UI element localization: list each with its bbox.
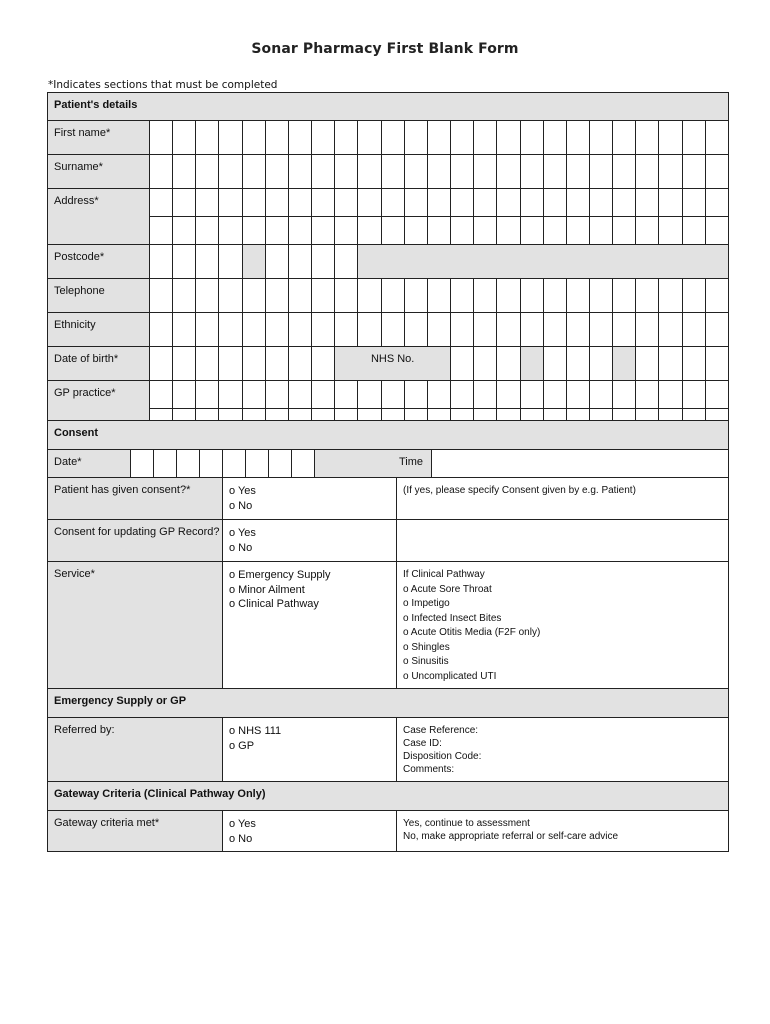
telephone-box[interactable] (404, 279, 427, 313)
address-box[interactable] (659, 217, 682, 245)
first-name-box[interactable] (451, 121, 474, 155)
address-box[interactable] (265, 189, 288, 217)
surname-box[interactable] (358, 155, 381, 189)
ethnicity-box[interactable] (381, 313, 404, 347)
ethnicity-box[interactable] (543, 313, 566, 347)
gateway-label: Gateway criteria met* (48, 811, 223, 852)
gp-practice-box[interactable] (659, 381, 682, 409)
address-box[interactable] (474, 189, 497, 217)
row-gp-record (48, 520, 729, 562)
date-label: Date* (48, 450, 131, 478)
dob-box[interactable] (219, 347, 242, 381)
first-name-box[interactable] (474, 121, 497, 155)
row-first-name (48, 121, 729, 155)
ethnicity-box[interactable] (335, 313, 358, 347)
address-box[interactable] (265, 217, 288, 245)
gp-practice-box[interactable] (520, 381, 543, 409)
address-box[interactable] (682, 189, 705, 217)
date-box[interactable] (223, 450, 246, 478)
gp-practice-box[interactable] (589, 381, 612, 409)
address-box[interactable] (497, 189, 520, 217)
telephone-box[interactable] (173, 279, 196, 313)
telephone-box[interactable] (242, 279, 265, 313)
postcode-box[interactable] (312, 245, 335, 279)
surname-box[interactable] (173, 155, 196, 189)
address-box[interactable] (682, 217, 705, 245)
address-box[interactable] (335, 217, 358, 245)
address-box[interactable] (219, 189, 242, 217)
referred-by-options (223, 718, 397, 782)
gp-record-options (223, 520, 397, 562)
surname-box[interactable] (497, 155, 520, 189)
ethnicity-box[interactable] (474, 313, 497, 347)
ethnicity-box[interactable] (427, 313, 450, 347)
pathway-options (397, 562, 729, 689)
row-date-time (48, 450, 729, 478)
telephone-box[interactable] (659, 279, 682, 313)
postcode-box[interactable] (265, 245, 288, 279)
telephone-box[interactable] (589, 279, 612, 313)
consent-given-label: Patient has given consent?* (48, 478, 223, 520)
dob-box[interactable] (242, 347, 265, 381)
telephone-label: Telephone (48, 279, 150, 313)
address-box[interactable] (659, 189, 682, 217)
address-box[interactable] (288, 217, 311, 245)
ethnicity-box[interactable] (613, 313, 636, 347)
first-name-box[interactable] (265, 121, 288, 155)
gp-practice-box[interactable] (312, 381, 335, 409)
first-name-box[interactable] (312, 121, 335, 155)
first-name-box[interactable] (150, 121, 173, 155)
nhs-box[interactable] (451, 347, 474, 381)
address-box[interactable] (358, 217, 381, 245)
gp-practice-box[interactable] (427, 381, 450, 409)
ethnicity-label: Ethnicity (48, 313, 150, 347)
address-box[interactable] (404, 217, 427, 245)
first-name-box[interactable] (520, 121, 543, 155)
date-box[interactable] (246, 450, 269, 478)
address-box[interactable] (404, 189, 427, 217)
gp-record-no-option[interactable]: o No (229, 541, 253, 554)
gp-practice-box[interactable] (196, 381, 219, 409)
row-address-1 (48, 189, 729, 217)
pathway-option[interactable]: o Impetigo (403, 598, 450, 609)
case-fields (397, 718, 729, 782)
row-surname (48, 155, 729, 189)
gp-practice-box[interactable] (150, 381, 173, 409)
ethnicity-box[interactable] (451, 313, 474, 347)
ethnicity-box[interactable] (520, 313, 543, 347)
gp-practice-box[interactable] (288, 381, 311, 409)
dob-box[interactable] (150, 347, 173, 381)
gp-practice-box[interactable] (474, 381, 497, 409)
address-box[interactable] (474, 217, 497, 245)
surname-box[interactable] (196, 155, 219, 189)
date-box[interactable] (269, 450, 292, 478)
address-box[interactable] (173, 217, 196, 245)
date-box[interactable] (154, 450, 177, 478)
gateway-header: Gateway Criteria (Clinical Pathway Only) (48, 782, 729, 811)
postcode-box[interactable] (288, 245, 311, 279)
gp-practice-box[interactable] (265, 381, 288, 409)
telephone-box[interactable] (358, 279, 381, 313)
nhs-box[interactable] (474, 347, 497, 381)
dob-box[interactable] (312, 347, 335, 381)
address-box[interactable] (312, 189, 335, 217)
service-emergency-option[interactable]: o Emergency Supply (229, 569, 331, 581)
surname-box[interactable] (335, 155, 358, 189)
dob-box[interactable] (288, 347, 311, 381)
gp-practice-box[interactable] (543, 381, 566, 409)
address-box[interactable] (242, 217, 265, 245)
telephone-box[interactable] (335, 279, 358, 313)
nhs-box[interactable] (636, 347, 659, 381)
consent-yes-option[interactable]: o Yes (229, 485, 256, 497)
patient-details-table (47, 92, 729, 437)
gp-practice-box[interactable] (335, 381, 358, 409)
ethnicity-box[interactable] (682, 313, 705, 347)
address-box[interactable] (381, 217, 404, 245)
gateway-outcomes (397, 811, 729, 852)
telephone-box[interactable] (196, 279, 219, 313)
disposition-code-field[interactable]: Disposition Code: (403, 751, 482, 762)
gp-practice-box[interactable] (219, 381, 242, 409)
ethnicity-box[interactable] (288, 313, 311, 347)
postcode-box[interactable] (335, 245, 358, 279)
nhs-box[interactable] (566, 347, 589, 381)
first-name-box[interactable] (589, 121, 612, 155)
nhs-box[interactable] (659, 347, 682, 381)
gp-record-notes[interactable] (397, 520, 729, 562)
service-options (223, 562, 397, 689)
row-address-2 (48, 217, 729, 245)
telephone-box[interactable] (265, 279, 288, 313)
telephone-box[interactable] (705, 279, 728, 313)
address-box[interactable] (335, 189, 358, 217)
address-box[interactable] (196, 217, 219, 245)
gp-practice-box[interactable] (404, 381, 427, 409)
telephone-box[interactable] (474, 279, 497, 313)
nhs-box[interactable] (497, 347, 520, 381)
postcode-box[interactable] (219, 245, 242, 279)
first-name-box[interactable] (497, 121, 520, 155)
surname-box[interactable] (265, 155, 288, 189)
service-label: Service* (48, 562, 223, 689)
gateway-no-option[interactable]: o No (229, 832, 253, 845)
first-name-box[interactable] (682, 121, 705, 155)
case-id-field[interactable]: Case ID: (403, 738, 442, 749)
telephone-box[interactable] (497, 279, 520, 313)
service-pathway-option[interactable]: o Clinical Pathway (229, 598, 319, 610)
first-name-label: First name* (48, 121, 150, 155)
address-box[interactable] (613, 217, 636, 245)
gp-practice-box[interactable] (613, 381, 636, 409)
date-box[interactable] (292, 450, 315, 478)
gp-practice-box[interactable] (682, 381, 705, 409)
nhs-box[interactable] (589, 347, 612, 381)
referred-by-label: Referred by: (48, 718, 223, 782)
address-box[interactable] (636, 217, 659, 245)
time-input[interactable] (432, 450, 729, 478)
address-box[interactable] (543, 217, 566, 245)
dob-box[interactable] (265, 347, 288, 381)
first-name-box[interactable] (288, 121, 311, 155)
ethnicity-box[interactable] (219, 313, 242, 347)
first-name-box[interactable] (613, 121, 636, 155)
telephone-box[interactable] (427, 279, 450, 313)
surname-box[interactable] (520, 155, 543, 189)
case-reference-field[interactable]: Case Reference: (403, 725, 479, 736)
telephone-box[interactable] (381, 279, 404, 313)
surname-box[interactable] (589, 155, 612, 189)
pathway-option[interactable]: o Sinusitis (403, 656, 449, 667)
address-box[interactable] (451, 189, 474, 217)
telephone-box[interactable] (451, 279, 474, 313)
address-box[interactable] (636, 189, 659, 217)
ethnicity-box[interactable] (358, 313, 381, 347)
first-name-box[interactable] (404, 121, 427, 155)
postcode-separator (242, 245, 265, 279)
pathway-title: If Clinical Pathway (403, 569, 485, 580)
service-minor-option[interactable]: o Minor Ailment (229, 583, 305, 596)
ethnicity-box[interactable] (312, 313, 335, 347)
ethnicity-box[interactable] (242, 313, 265, 347)
pathway-option[interactable]: o Uncomplicated UTI (403, 670, 497, 682)
first-name-box[interactable] (381, 121, 404, 155)
patient-details-header: Patient's details (48, 93, 729, 121)
gateway-outcome-yes: Yes, continue to assessment (403, 818, 530, 829)
gp-practice-box[interactable] (497, 381, 520, 409)
comments-field[interactable]: Comments: (403, 764, 455, 775)
dob-label: Date of birth* (48, 347, 150, 381)
address-box[interactable] (150, 217, 173, 245)
surname-box[interactable] (566, 155, 589, 189)
gateway-yes-option[interactable]: o Yes (229, 818, 256, 830)
gp-practice-box[interactable] (242, 381, 265, 409)
ethnicity-box[interactable] (404, 313, 427, 347)
postcode-box[interactable] (173, 245, 196, 279)
surname-box[interactable] (312, 155, 335, 189)
first-name-box[interactable] (543, 121, 566, 155)
first-name-box[interactable] (358, 121, 381, 155)
first-name-box[interactable] (659, 121, 682, 155)
dob-box[interactable] (173, 347, 196, 381)
ethnicity-box[interactable] (659, 313, 682, 347)
surname-box[interactable] (705, 155, 728, 189)
emergency-header: Emergency Supply or GP (48, 689, 729, 718)
gp-practice-box[interactable] (451, 381, 474, 409)
address-box[interactable] (566, 189, 589, 217)
row-service (48, 562, 729, 689)
telephone-box[interactable] (613, 279, 636, 313)
consent-no-option[interactable]: o No (229, 499, 253, 512)
row-telephone (48, 279, 729, 313)
surname-box[interactable] (150, 155, 173, 189)
surname-box[interactable] (404, 155, 427, 189)
gp-practice-box[interactable] (636, 381, 659, 409)
telephone-box[interactable] (543, 279, 566, 313)
gateway-options (223, 811, 397, 852)
nhs-box[interactable] (682, 347, 705, 381)
pathway-option[interactable]: o Shingles (403, 641, 450, 653)
gp-record-yes-option[interactable]: o Yes (229, 527, 256, 539)
row-gateway (48, 811, 729, 852)
address-box[interactable] (219, 217, 242, 245)
nhs-separator (520, 347, 543, 381)
row-postcode (48, 245, 729, 279)
telephone-box[interactable] (150, 279, 173, 313)
first-name-box[interactable] (636, 121, 659, 155)
gp-practice-box[interactable] (173, 381, 196, 409)
surname-box[interactable] (242, 155, 265, 189)
ethnicity-box[interactable] (566, 313, 589, 347)
address-box[interactable] (613, 189, 636, 217)
address-box[interactable] (543, 189, 566, 217)
first-name-box[interactable] (427, 121, 450, 155)
postcode-box[interactable] (196, 245, 219, 279)
address-box[interactable] (497, 217, 520, 245)
ethnicity-box[interactable] (636, 313, 659, 347)
date-box[interactable] (177, 450, 200, 478)
nhs-separator (613, 347, 636, 381)
required-note: *Indicates sections that must be completed (48, 79, 278, 91)
surname-box[interactable] (451, 155, 474, 189)
surname-box[interactable] (543, 155, 566, 189)
gp-record-label: Consent for updating GP Record? (48, 520, 223, 562)
date-box[interactable] (131, 450, 154, 478)
first-name-box[interactable] (219, 121, 242, 155)
ethnicity-box[interactable] (497, 313, 520, 347)
address-box[interactable] (451, 217, 474, 245)
address-box[interactable] (427, 217, 450, 245)
dob-box[interactable] (196, 347, 219, 381)
surname-box[interactable] (288, 155, 311, 189)
row-consent-given (48, 478, 729, 520)
gp-practice-label: GP practice* (48, 381, 150, 437)
telephone-box[interactable] (520, 279, 543, 313)
address-box[interactable] (312, 217, 335, 245)
first-name-box[interactable] (242, 121, 265, 155)
ethnicity-box[interactable] (265, 313, 288, 347)
surname-box[interactable] (682, 155, 705, 189)
address-box[interactable] (520, 189, 543, 217)
gp-practice-box[interactable] (566, 381, 589, 409)
nhs-no-label: NHS No. (335, 347, 451, 381)
gp-practice-box[interactable] (358, 381, 381, 409)
first-name-box[interactable] (196, 121, 219, 155)
surname-box[interactable] (613, 155, 636, 189)
gateway-outcome-no: No, make appropriate referral or self-care advice (403, 831, 619, 842)
address-box[interactable] (358, 189, 381, 217)
consent-table (47, 420, 729, 852)
nhs-box[interactable] (705, 347, 728, 381)
postcode-label: Postcode* (48, 245, 150, 279)
surname-box[interactable] (381, 155, 404, 189)
address-box[interactable] (705, 189, 728, 217)
address-box[interactable] (589, 217, 612, 245)
consent-given-note: (If yes, please specify Consent given by e.g. Patient) (397, 478, 729, 520)
row-referred-by (48, 718, 729, 782)
surname-box[interactable] (219, 155, 242, 189)
ethnicity-box[interactable] (150, 313, 173, 347)
ethnicity-box[interactable] (196, 313, 219, 347)
form-title: Sonar Pharmacy First Blank Form (251, 41, 519, 57)
first-name-box[interactable] (335, 121, 358, 155)
consent-given-options (223, 478, 397, 520)
telephone-box[interactable] (636, 279, 659, 313)
address-box[interactable] (705, 217, 728, 245)
first-name-box[interactable] (173, 121, 196, 155)
address-box[interactable] (242, 189, 265, 217)
address-box[interactable] (589, 189, 612, 217)
surname-box[interactable] (474, 155, 497, 189)
pathway-option[interactable]: o Infected Insect Bites (403, 612, 502, 624)
telephone-box[interactable] (219, 279, 242, 313)
first-name-box[interactable] (566, 121, 589, 155)
row-dob-nhs (48, 347, 729, 381)
address-box[interactable] (196, 189, 219, 217)
ethnicity-box[interactable] (705, 313, 728, 347)
telephone-box[interactable] (682, 279, 705, 313)
address-box[interactable] (427, 189, 450, 217)
address-box[interactable] (520, 217, 543, 245)
consent-header: Consent (48, 421, 729, 450)
address-box[interactable] (288, 189, 311, 217)
surname-box[interactable] (659, 155, 682, 189)
telephone-box[interactable] (312, 279, 335, 313)
surname-box[interactable] (427, 155, 450, 189)
surname-label: Surname* (48, 155, 150, 189)
address-box[interactable] (173, 189, 196, 217)
address-box[interactable] (566, 217, 589, 245)
nhs-box[interactable] (543, 347, 566, 381)
address-box[interactable] (150, 189, 173, 217)
telephone-box[interactable] (288, 279, 311, 313)
address-box[interactable] (381, 189, 404, 217)
row-gp-practice-1 (48, 381, 729, 409)
gp-practice-box[interactable] (381, 381, 404, 409)
ethnicity-box[interactable] (173, 313, 196, 347)
address-label: Address* (48, 189, 150, 245)
first-name-box[interactable] (705, 121, 728, 155)
referred-nhs111-option[interactable]: o NHS 111 (229, 725, 282, 737)
pathway-option[interactable]: o Acute Otitis Media (F2F only) (403, 627, 541, 638)
date-box[interactable] (200, 450, 223, 478)
pathway-option[interactable]: o Acute Sore Throat (403, 583, 492, 595)
time-label: Time (315, 450, 432, 478)
telephone-box[interactable] (566, 279, 589, 313)
ethnicity-box[interactable] (589, 313, 612, 347)
gp-practice-box[interactable] (705, 381, 728, 409)
postcode-box[interactable] (150, 245, 173, 279)
row-ethnicity (48, 313, 729, 347)
surname-box[interactable] (636, 155, 659, 189)
referred-gp-option[interactable]: o GP (229, 739, 255, 752)
postcode-unused-area (358, 245, 729, 279)
